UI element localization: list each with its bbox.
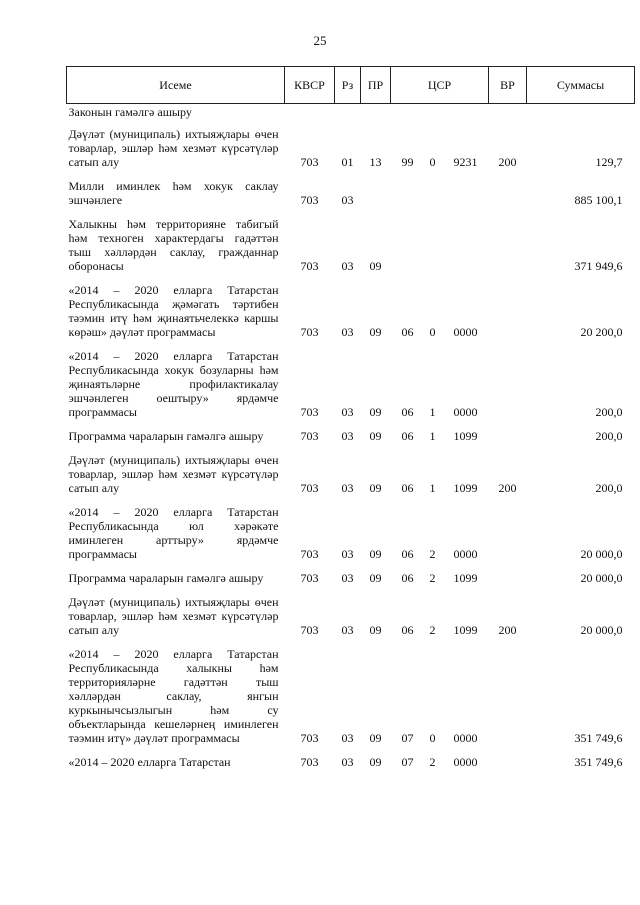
row-sum: 200,0 xyxy=(595,405,623,419)
row-name: Дәүләт (муниципаль) ихтыяҗлары өчен товарлар, эшләр һәм хезмәт күрсәтүләр сатып алу xyxy=(68,453,279,495)
table-body xyxy=(67,104,635,780)
table-row xyxy=(67,505,635,571)
row-csr xyxy=(391,755,489,779)
row-sum: 371 949,6 xyxy=(574,259,623,273)
row-pr: 09 xyxy=(369,325,382,339)
row-csr-direction: 1099 xyxy=(453,481,478,495)
row-sum: 20 000,0 xyxy=(580,623,623,637)
row-csr-program: 99 xyxy=(401,155,414,169)
table-row xyxy=(67,595,635,647)
row-vr xyxy=(489,349,527,429)
row-vr xyxy=(489,647,527,755)
row-sum: 20 000,0 xyxy=(580,571,623,585)
row-csr-direction: 9231 xyxy=(453,155,478,169)
table-header xyxy=(67,67,635,104)
row-vr: 200 xyxy=(498,623,517,637)
row-rz: 01 xyxy=(341,155,354,169)
row-pr: 09 xyxy=(369,481,382,495)
row-name: «2014 – 2020 елларга Татарстан Республикасында халыкны һәм территорияләрне гадәттән тыш хәлләрдән саклау, янгын куркынычсызлыгын һәм су объектларында кешеләрнең иминлеген тәэмин итү» дәүләт программасы xyxy=(68,647,279,745)
row-name: Программа чараларын гамәлгә ашыру xyxy=(68,429,264,443)
table-row xyxy=(67,571,635,595)
row-rz xyxy=(335,104,361,128)
table-row xyxy=(67,217,635,283)
row-rz: 03 xyxy=(341,547,354,561)
header-kvsr: КВСР xyxy=(285,67,335,104)
row-csr-direction: 1099 xyxy=(453,429,478,443)
row-sum: 351 749,6 xyxy=(574,731,623,745)
table-row xyxy=(67,647,635,755)
row-csr-subprogram: 0 xyxy=(429,155,436,169)
table-row xyxy=(67,127,635,179)
row-csr xyxy=(391,429,489,453)
row-kvsr: 703 xyxy=(300,429,319,443)
row-csr-direction: 0000 xyxy=(453,731,478,745)
row-sum: 885 100,1 xyxy=(574,193,623,207)
row-pr: 09 xyxy=(369,731,382,745)
header-csr: ЦСР xyxy=(391,67,489,104)
row-csr xyxy=(391,283,489,349)
row-pr: 09 xyxy=(369,259,382,273)
row-name: «2014 – 2020 елларга Татарстан Республикасында юл хәрәкәте иминлеген арттыру» ярдәмче программасы xyxy=(68,505,279,561)
row-csr-direction: 0000 xyxy=(453,755,478,769)
table-row xyxy=(67,453,635,505)
row-csr xyxy=(391,647,489,755)
row-name: «2014 – 2020 елларга Татарстан Республикасында җәмәгать тәртибен тәэмин итү һәм җинаятьчелеккә каршы көрәш» дәүләт программасы xyxy=(68,283,279,339)
row-kvsr: 703 xyxy=(300,755,319,769)
row-rz: 03 xyxy=(341,325,354,339)
header-rz: Рз xyxy=(335,67,361,104)
row-csr xyxy=(391,127,489,179)
row-vr xyxy=(489,283,527,349)
row-vr xyxy=(489,571,527,595)
row-csr xyxy=(391,349,489,429)
row-kvsr: 703 xyxy=(300,547,319,561)
row-vr xyxy=(489,429,527,453)
row-csr-program: 07 xyxy=(401,731,414,745)
row-csr-subprogram: 2 xyxy=(429,547,436,561)
row-pr: 09 xyxy=(369,623,382,637)
row-sum: 200,0 xyxy=(595,429,623,443)
table-row xyxy=(67,104,635,128)
row-pr: 09 xyxy=(369,429,382,443)
row-sum: 351 749,6 xyxy=(574,755,623,769)
row-vr xyxy=(489,179,527,217)
row-rz: 03 xyxy=(341,405,354,419)
row-vr: 200 xyxy=(498,155,517,169)
row-csr xyxy=(391,104,489,128)
row-vr xyxy=(489,755,527,779)
row-name: Программа чараларын гамәлгә ашыру xyxy=(68,571,264,585)
row-name: Дәүләт (муниципаль) ихтыяҗлары өчен товарлар, эшләр һәм хезмәт күрсәтүләр сатып алу xyxy=(68,595,279,637)
row-csr-subprogram: 1 xyxy=(429,405,436,419)
page-number: 25 xyxy=(313,33,327,48)
row-csr-program: 06 xyxy=(401,405,414,419)
header-pr: ПР xyxy=(361,67,391,104)
row-rz: 03 xyxy=(341,481,354,495)
row-rz: 03 xyxy=(341,731,354,745)
row-pr: 09 xyxy=(369,571,382,585)
row-vr xyxy=(489,505,527,571)
table-row xyxy=(67,179,635,217)
row-rz: 03 xyxy=(341,259,354,273)
row-csr xyxy=(391,505,489,571)
row-name: Милли иминлек һәм хокук саклау эшчәнлеге xyxy=(68,179,279,207)
header-sum: Суммасы xyxy=(527,67,635,104)
row-csr-direction: 0000 xyxy=(453,405,478,419)
row-rz: 03 xyxy=(341,755,354,769)
row-csr-program: 06 xyxy=(401,547,414,561)
row-pr: 09 xyxy=(369,547,382,561)
row-csr-program: 06 xyxy=(401,325,414,339)
row-csr xyxy=(391,179,489,217)
table-row xyxy=(67,755,635,779)
row-csr xyxy=(391,571,489,595)
budget-table xyxy=(66,66,635,779)
row-sum: 200,0 xyxy=(595,481,623,495)
row-name: Дәүләт (муниципаль) ихтыяҗлары өчен товарлар, эшләр һәм хезмәт күрсәтүләр сатып алу xyxy=(68,127,279,169)
row-csr-subprogram: 2 xyxy=(429,755,436,769)
row-sum xyxy=(527,104,635,128)
header-name: Исеме xyxy=(67,67,285,104)
row-csr-subprogram: 0 xyxy=(429,325,436,339)
row-name: Законын гамәлгә ашыру xyxy=(68,105,192,119)
row-name: Халыкны һәм территорияне табигый һәм техноген характердагы гадәттән тыш хәлләрдән саклау, гражданнар оборонасы xyxy=(68,217,279,273)
row-pr: 13 xyxy=(369,155,382,169)
row-csr-program: 06 xyxy=(401,623,414,637)
row-kvsr: 703 xyxy=(300,259,319,273)
row-csr-subprogram: 2 xyxy=(429,623,436,637)
row-name: «2014 – 2020 елларга Татарстан Республикасында хокук бозуларны һәм җинаятьләрне профилактикалау эшчәнлеген оештыру» ярдәмче программасы xyxy=(68,349,279,419)
row-vr xyxy=(489,104,527,128)
row-csr-subprogram: 2 xyxy=(429,571,436,585)
row-pr xyxy=(361,104,391,128)
row-csr xyxy=(391,217,489,283)
row-kvsr: 703 xyxy=(300,325,319,339)
row-csr-direction: 0000 xyxy=(453,547,478,561)
row-csr-program: 06 xyxy=(401,571,414,585)
row-kvsr: 703 xyxy=(300,155,319,169)
row-csr-subprogram: 1 xyxy=(429,429,436,443)
row-rz: 03 xyxy=(341,623,354,637)
row-csr-subprogram: 1 xyxy=(429,481,436,495)
table-row xyxy=(67,349,635,429)
row-csr-program: 06 xyxy=(401,481,414,495)
row-kvsr: 703 xyxy=(300,193,319,207)
row-pr xyxy=(361,179,391,217)
row-pr: 09 xyxy=(369,755,382,769)
row-csr-direction: 1099 xyxy=(453,571,478,585)
row-kvsr xyxy=(285,104,335,128)
row-csr-program: 07 xyxy=(401,755,414,769)
row-csr-direction: 0000 xyxy=(453,325,478,339)
row-name: «2014 – 2020 елларга Татарстан xyxy=(68,755,231,769)
row-sum: 129,7 xyxy=(595,155,623,169)
row-kvsr: 703 xyxy=(300,623,319,637)
row-kvsr: 703 xyxy=(300,731,319,745)
row-kvsr: 703 xyxy=(300,571,319,585)
row-sum: 20 200,0 xyxy=(580,325,623,339)
table-row xyxy=(67,283,635,349)
row-kvsr: 703 xyxy=(300,405,319,419)
row-csr xyxy=(391,453,489,505)
row-rz: 03 xyxy=(341,571,354,585)
row-csr-program: 06 xyxy=(401,429,414,443)
row-csr-direction: 1099 xyxy=(453,623,478,637)
row-csr xyxy=(391,595,489,647)
row-sum: 20 000,0 xyxy=(580,547,623,561)
row-vr: 200 xyxy=(498,481,517,495)
table-row xyxy=(67,429,635,453)
row-vr xyxy=(489,217,527,283)
row-rz: 03 xyxy=(341,193,354,207)
row-kvsr: 703 xyxy=(300,481,319,495)
row-pr: 09 xyxy=(369,405,382,419)
row-csr-subprogram: 0 xyxy=(429,731,436,745)
row-rz: 03 xyxy=(341,429,354,443)
header-vr: ВР xyxy=(489,67,527,104)
